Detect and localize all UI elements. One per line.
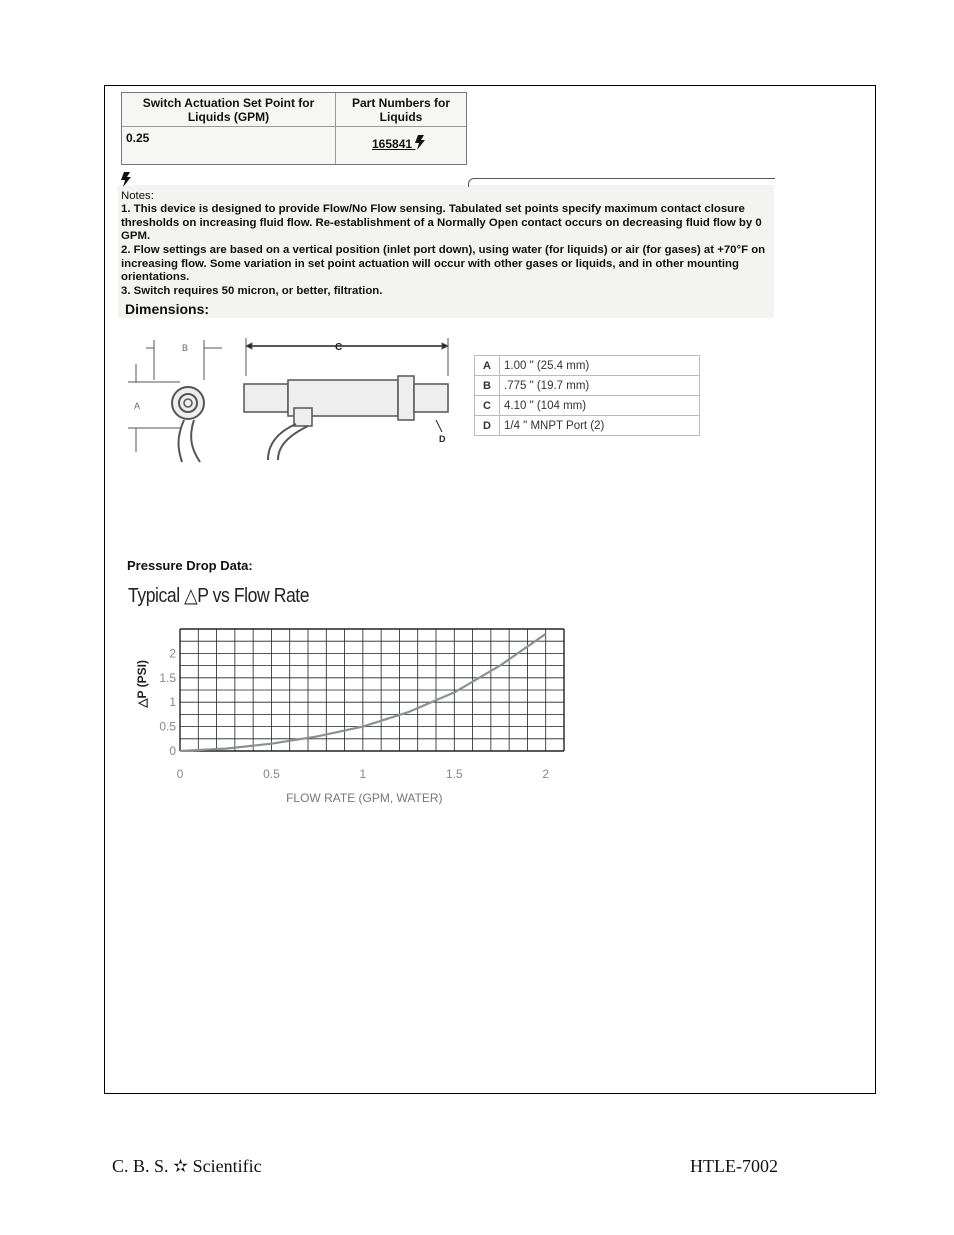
footer-company: C. B. S. ✫ Scientific [112,1156,262,1176]
notes-heading: Notes: [121,189,154,202]
dimension-label-d: D [439,434,446,444]
setpoint-column [122,93,336,164]
x-axis-label: FLOW RATE (GPM, WATER) [286,791,443,805]
x-tick-label: 0.5 [263,767,280,781]
dimension-value: .775 " (19.7 mm) [500,376,700,396]
chart-grid [180,629,564,751]
y-axis-label: △P (PSI) [135,660,149,708]
lightning-bolt-icon [121,172,131,187]
y-tick-label: 0 [169,744,176,758]
chart-title: Typical △P vs Flow Rate [128,585,310,607]
table-row [475,376,700,396]
dimension-value: 1/4 " MNPT Port (2) [500,416,700,436]
dimension-key: D [475,416,500,436]
part-number-column [336,93,466,164]
part-number-column-header: Part Numbers for Liquids [336,93,466,127]
x-tick-label: 0 [176,767,184,781]
side-view-drawing [244,338,448,460]
dimension-value: 4.10 " (104 mm) [500,396,700,416]
part-number-link[interactable] [372,135,425,151]
x-tick-label: 2 [542,767,550,781]
note-2: 2. Flow settings are based on a vertical position (inlet port down), using water (for liquids) or air (for gases) at +70°F on increasing flow. Some variation in set point actuation will occur with other gases or liquids, and in other mounting orientations. [121,243,766,284]
table-row [475,416,700,436]
dimensions-heading: Dimensions: [125,301,210,317]
x-tick-label: 1.5 [445,767,463,781]
pressure-drop-chart [120,620,590,815]
y-tick-label: 1.5 [159,670,176,685]
dimension-key: C [475,396,500,416]
part-number-value: 165841 [372,137,413,151]
dimensions-table [474,355,700,436]
dimension-key: A [475,356,500,376]
note-1: 1. This device is designed to provide Flow/No Flow sensing. Tabulated set points specify maximum contact closure thresholds on increasing fluid flow. Re-establishment of a Normally Open contact occurs on decreasing fluid flow by 0 GPM. [121,203,762,243]
setpoint-table [121,92,467,165]
dimension-label-b: B [182,343,189,353]
table-row [475,396,700,416]
setpoint-column-header: Switch Actuation Set Point for Liquids (GPM) [122,93,335,127]
y-tick-label: 2 [169,646,176,661]
dimension-label-c: C [335,342,343,353]
x-tick-label: 1 [359,767,367,781]
dimension-value: 1.00 " (25.4 mm) [500,356,700,376]
dimension-drawing [118,328,468,468]
y-tick-label: 0.5 [159,719,176,734]
end-view-drawing [128,340,222,462]
footer-model-number: HTLE-7002 [690,1156,778,1176]
note-3: 3. Switch requires 50 micron, or better, filtration. [121,284,383,297]
dimension-label-a: A [134,401,141,411]
chart-labels [135,646,549,805]
pressure-drop-heading: Pressure Drop Data: [127,558,253,573]
dimension-key: B [475,376,500,396]
table-row [475,356,700,376]
notes [121,172,776,298]
setpoint-value: 0.25 [126,131,150,145]
lightning-bolt-icon [415,135,425,150]
y-tick-label: 1 [169,695,176,710]
